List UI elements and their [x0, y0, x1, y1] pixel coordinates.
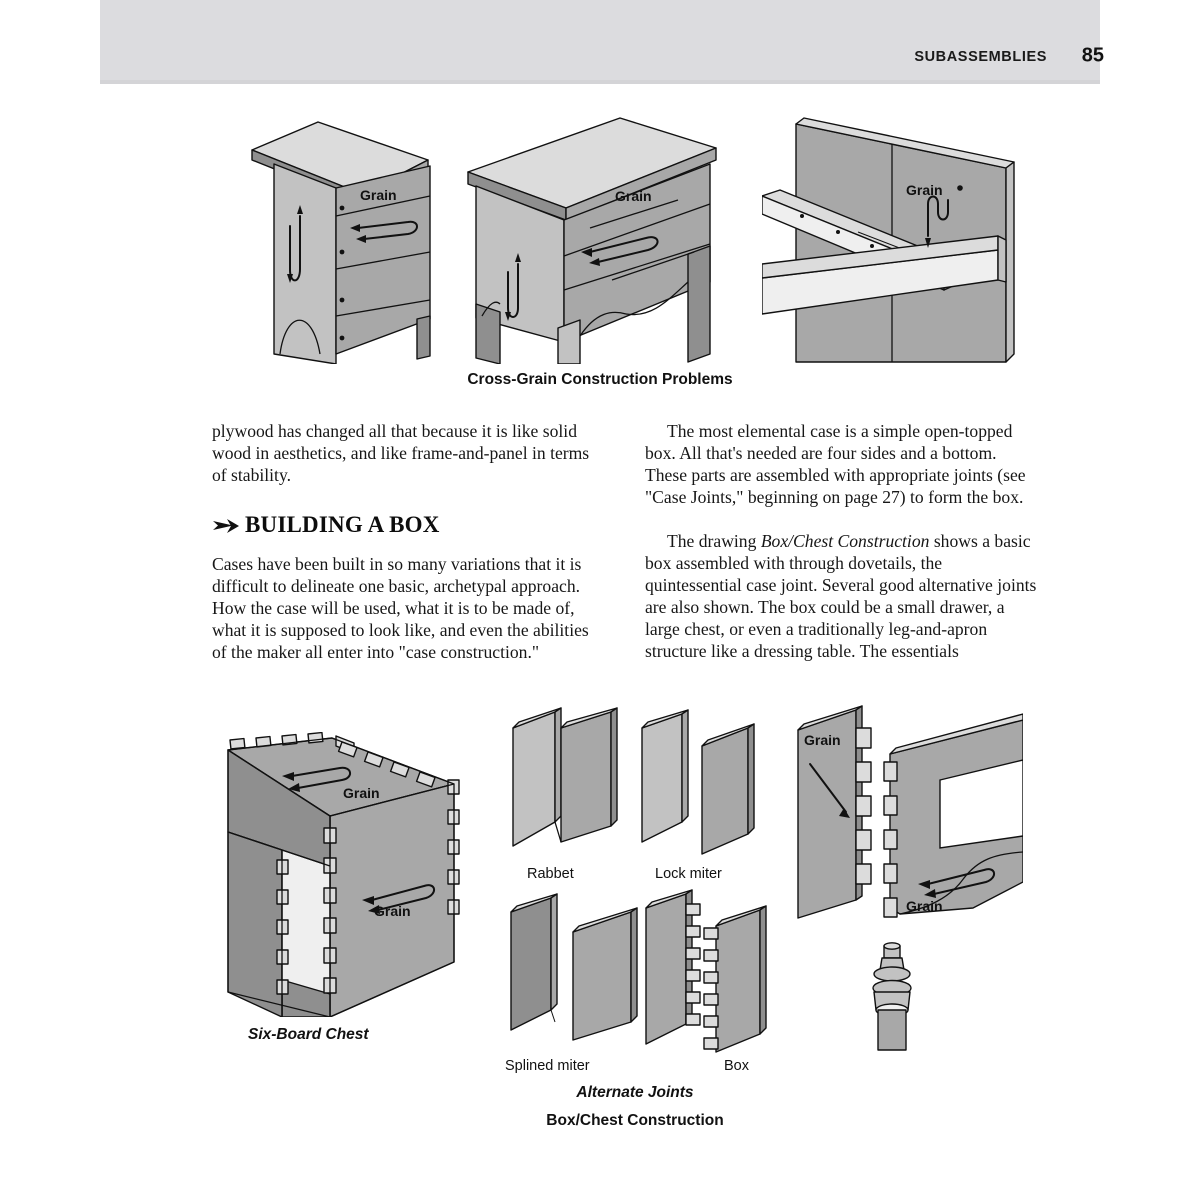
page-number: 85	[1081, 44, 1104, 67]
right-column-paragraph-1	[645, 420, 1037, 508]
left-column-paragraph-2	[212, 553, 604, 663]
grain-label-top-2: Grain	[615, 188, 652, 204]
joint-label-box: Box	[724, 1058, 749, 1074]
joint-label-rabbet: Rabbet	[527, 866, 574, 882]
paragraph-text	[645, 530, 1037, 663]
joint-lock-miter-illustration	[636, 706, 766, 856]
grain-label-chest-top: Grain	[343, 785, 380, 801]
running-header-band	[100, 0, 1100, 84]
section-heading-building-a-box: BUILDING A BOX	[245, 512, 440, 537]
paragraph-text-pre: The drawing	[667, 531, 761, 551]
paragraph-text: Cases have been built in so many variations that it is difficult to delineate one basic, archetypal approach. How the case will be used, what it is to be made of, what it is supposed to look like, and even the abilities of the maker all enter into "case construction."	[212, 554, 589, 663]
grain-label-leg-apron-front: Grain	[906, 898, 943, 914]
figure-turned-leg	[862, 942, 922, 1052]
figure-caption-alternate-joints: Alternate Joints	[576, 1084, 694, 1101]
grain-label-top-3: Grain	[906, 182, 943, 198]
grain-label-top-1: Grain	[360, 187, 397, 203]
figure-cross-grain-panel-3	[762, 104, 1032, 364]
figure-cross-grain-panel-1	[232, 104, 462, 364]
left-column-paragraph-1	[212, 420, 604, 486]
figure-caption-box-chest-construction: Box/Chest Construction	[546, 1112, 724, 1129]
paragraph-text: plywood has changed all that because it is like solid wood in aesthetics, and like frame-and-panel in terms of stability.	[212, 421, 590, 486]
joint-label-lock-miter: Lock miter	[655, 866, 722, 882]
paragraph-text: The most elemental case is a simple open-topped box. All that's needed are four sides and a bottom. These parts are assembled with appropriate joints (see "Case Joints," beginning on page 27) to form the box.	[645, 421, 1026, 508]
joint-label-splined-miter: Splined miter	[505, 1058, 590, 1074]
right-column-paragraph-2	[645, 530, 1037, 663]
grain-label-chest-front: Grain	[374, 903, 411, 919]
figure-six-board-chest	[222, 732, 472, 1017]
figure-cross-grain-panel-2	[462, 104, 722, 364]
paragraph-text-post: shows a basic box assembled with through dovetails, the quintessential case joint. Several good alternative joints are also shown. The box could be a small drawer, a large chest, or even a traditionally leg-and-apron structure like a dressing table. The essentials	[645, 531, 1037, 662]
figure-caption-cross-grain: Cross-Grain Construction Problems	[467, 371, 733, 388]
figure-caption-six-board-chest: Six-Board Chest	[248, 1026, 369, 1043]
section-heading-arrow-icon	[213, 518, 239, 534]
grain-label-leg-apron-side: Grain	[804, 732, 841, 748]
joint-rabbet-illustration	[503, 706, 623, 856]
joint-box-illustration	[638, 888, 768, 1058]
figure-title-reference: Box/Chest Construction	[760, 531, 930, 551]
running-header-title: SUBASSEMBLIES	[914, 49, 1047, 65]
joint-splined-miter-illustration	[503, 888, 643, 1043]
